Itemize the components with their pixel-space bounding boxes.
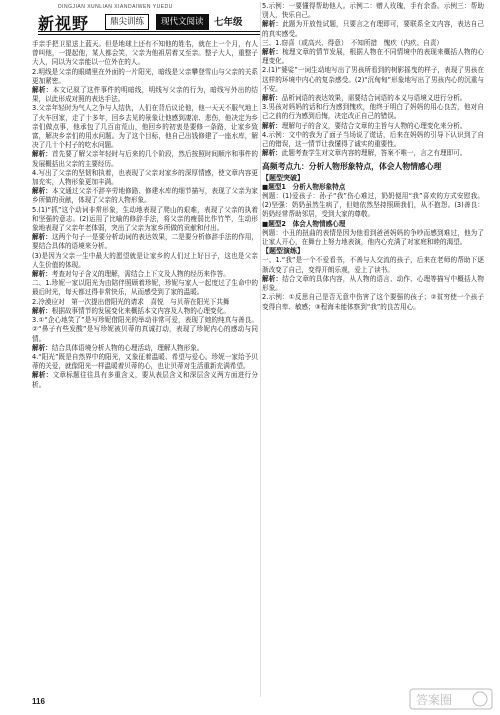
explanation-text: 本文通过父亲不辞辛劳地修路、修建水库的细节描写，表现了父亲为家乡所做的贡献，体现了父亲的人物形象。 xyxy=(32,187,259,205)
answer-paragraph: 4.示例：文中的我为了面子当场说了谎话，后来在妈妈的引导下认识到了自己的错误，这一情节让我懂得了诚实的重要性。 xyxy=(262,130,484,149)
explanation-text: 根据故事情节的发展变化来概括本文内容及人物的心理变化。 xyxy=(51,306,230,315)
subsection-heading: ■题型2 体会人物情感心理 xyxy=(262,219,346,228)
answer-paragraph: 2.(1)“婆娑”一词生动地写出了男孩所看到的树影摇曳的样子，表现了男孩在这样的环境中内心的复杂感受。(2)“沉甸甸”形象地写出了男孩内心的沉重与不安。 xyxy=(262,66,484,93)
answer-explanation xyxy=(32,270,258,279)
explanation-text: 文章标题往往具有多重含义，要从表层含义和深层含义两方面进行分析。 xyxy=(32,371,259,389)
answer-paragraph: 例题：小丑的扭曲的表情是因为他看到爸爸妈妈的争吵而感到难过，他为了让家人开心，在舞台上努力地表演，他内心充满了对家庭和睦的渴望。 xyxy=(262,228,484,247)
header-rule-thin xyxy=(38,34,260,35)
answer-paragraph: 2.示例：①反思自己是否无意中伤害了这个要强的孩子；②贫穷使一个孩子变得自卑、敏感；③程海未能体察到“我”的良苦用心。 xyxy=(262,293,484,311)
explanation-label: 解析： xyxy=(32,150,52,159)
page-number: 116 xyxy=(32,697,45,706)
explanation-label: 解析： xyxy=(32,270,52,279)
answer-paragraph: 2.冷漠应对 第一次提出借阳光的请求 喜悦 与贝蒂在阳光下共舞 xyxy=(32,297,230,306)
answer-explanation xyxy=(262,275,484,293)
explanation-label: 解析： xyxy=(262,274,283,283)
answer-paragraph: (3)是因为父亲一生中最大的愿望就是让家乡的人们过上好日子，这也是父亲人生价值的体现。 xyxy=(32,251,258,269)
explanation-label: 解析： xyxy=(32,233,52,242)
answer-paragraph: 3.①“企心地笑了”是写珍妮借阳光的举动非常可爱，表现了她的纯真与善良。②“鼻子有些发酸”是写珍妮被贝蒂的真诚打动，表现了珍妮内心的感动与同情。 xyxy=(32,316,258,343)
explanation-label: 解析： xyxy=(262,20,283,29)
explanation-text: 理解句子的含义，要结合文章的主旨与人物的心理变化来分析。 xyxy=(281,121,467,130)
answer-paragraph: 手亲手把卫星送上蓝天。但是地球上还有不知他的姓名，就在上一个月，有人曾叫他，一提起他，某人都会笑，父亲为他祖居着又至亲。整子大人，重整子大人，同以为父亲能以一位外在的人。 xyxy=(32,40,258,67)
explanation-label: 解析： xyxy=(262,94,282,103)
question-answer: 三、1.窃喜（或高兴、得意） 不知所措 愧疚（内疚、自责） xyxy=(262,38,444,47)
explanation-text: 结合具体语境分析人物的心理活动，理解人物形象。 xyxy=(51,343,204,352)
answer-explanation xyxy=(262,122,484,131)
series-pinyin: DINGJIAN XUNLIAN XIANDAIWEN YUEDU xyxy=(58,4,173,10)
series-logo: 新视野 xyxy=(38,14,90,33)
answer-paragraph: 5.示例：一要懂得帮助他人。示例二：赠人玫瑰，手有余香。示例三：帮助别人，快乐自己。 xyxy=(262,2,484,20)
explanation-text: 考查对句子含义的理解，需结合上下文及人物的经历来作答。 xyxy=(51,270,230,279)
answer-paragraph: 一、1.“我”是一个不爱看书，不善与人交流的孩子，后来在老师的帮助下逐渐改变了自己，变得开朗乐观，爱上了读书。 xyxy=(262,256,484,274)
answer-paragraph: 4.写出了父亲的坚韧和执着，也表现了父亲对家乡的深厚情感，使文章内容更加充实，人物形象更加丰满。 xyxy=(32,168,258,187)
explanation-text: 此题为开放性试题，只要言之有理即可，要联系全文内容，表达自己的真实感受。 xyxy=(262,20,485,38)
explanation-label: 解析： xyxy=(32,306,52,315)
answer-paragraph: 3.男孩对妈妈的话和行为感到愧疚，他终于明白了妈妈的用心良苦，他对自己之前的行为感到后悔，决定改正自己的错误。 xyxy=(262,103,484,121)
answer-paragraph: 2.明线是父亲的眼睛里在外面的一片阳光，暗线是父亲攀登雪山与父亲的关系更加紧密。 xyxy=(32,67,258,85)
answer-explanation xyxy=(262,94,484,103)
answer-paragraph: 例题：(1)爱孩子：孙子“我”伤心难过，奶奶便用“我”喜欢的方式安慰我。(2)坚强：奶奶虽然生病了，但她依然坚持照顾我们，从不抱怨。(3)善良：奶奶经常帮助邻居，受到大家的尊敬。 xyxy=(262,192,484,219)
watermark-logo xyxy=(408,686,496,712)
explanation-text: 首先要了解父亲年轻时与后来的几个阶段，然后按照时间顺序和事件的发展概括出父亲的主要经历。 xyxy=(32,150,259,168)
answer-explanation xyxy=(262,149,484,158)
explanation-label: 解析： xyxy=(32,371,53,380)
answer-explanation xyxy=(32,307,258,316)
answer-explanation xyxy=(32,233,258,251)
answer-explanation xyxy=(32,187,258,205)
left-answer-column xyxy=(32,40,258,390)
explanation-text: 结合文章的具体内容，从人物的语言、动作、心理等描写中概括人物形象。 xyxy=(262,274,485,293)
section-tag: 【题型演练】 xyxy=(262,247,304,256)
section-heading: 高频考点九：分析人物形象特点，体会人物情感心理 xyxy=(262,162,442,172)
answer-explanation xyxy=(262,48,484,66)
series-badge-training: 鼎尖训练 xyxy=(105,14,149,30)
answer-explanation xyxy=(32,371,258,389)
question-answer: 二、1.珍妮一家以阳光为由陪伴照顾着珍妮，珍妮与家人一起度过了生命中的最后时光，每天都过得非常快乐，从而感受到了家的温暖。 xyxy=(32,279,258,297)
explanation-label: 解析： xyxy=(262,149,282,158)
explanation-text: 本文记叙了这件事件的明暗线，明线写父亲的行为，暗线写外出的结果，以此形成对照的表达手法。 xyxy=(32,86,259,104)
answer-explanation xyxy=(32,86,258,104)
explanation-text: 此题考查学生对文章内容的理解，答案不唯一，言之有理即可。 xyxy=(281,149,467,158)
series-badge-reading: 现代文阅读 xyxy=(156,14,209,30)
answer-paragraph: 4.“阳光”既是自然界中的阳光，又象征着温暖、希望与爱心。珍妮一家给予贝蒂的关爱，就像阳光一样温暖着贝蒂的心，也让贝蒂对生活重新充满希望。 xyxy=(32,352,258,371)
explanation-label: 解析： xyxy=(32,187,52,196)
answer-explanation xyxy=(32,344,258,353)
explanation-text: 这两个句子一是要分析动词的表达效果，二是要分析修辞手法的作用，要结合具体的语境来分析。 xyxy=(32,233,259,251)
explanation-text: 品析词语的表达效果，需要结合词语的本义与语境义进行分析。 xyxy=(281,94,467,103)
explanation-label: 解析： xyxy=(32,86,53,95)
answer-explanation xyxy=(262,20,484,38)
explanation-label: 解析： xyxy=(262,121,282,130)
explanation-label: 解析： xyxy=(262,48,283,57)
section-tag: 【题型突破】 xyxy=(262,173,304,182)
answer-paragraph: 5.(1)“抓”这个动词非常形象，生动地表现了爬山的艰难，表现了父亲的执着和坚强的意志。(2)运用了比喻的修辞手法，将父亲的瘦弱比作竹竿，生动形象地表现了父亲年老体弱，突出了父亲为家乡所做的贡献和付出。 xyxy=(32,205,258,233)
explanation-text: 梳理文章的情节发展，根据人物在不同情境中的表现来概括人物的心理变化。 xyxy=(262,48,485,66)
explanation-label: 解析： xyxy=(32,343,52,352)
grade-label: 七年级 xyxy=(214,17,243,28)
right-answer-column xyxy=(262,2,484,312)
watermark-text: 答案圈 xyxy=(416,693,453,707)
column-divider xyxy=(260,2,261,697)
header-rule xyxy=(38,31,260,32)
subsection-heading: ■题型1 分析人物形象特点 xyxy=(262,182,346,191)
answer-explanation xyxy=(32,150,258,168)
answer-paragraph: 3.父亲年轻时为气人之争与人结仇，人们在背后议论他，他一天天不服气地上了火车回家，走了十多年，回乡去见的景象让他感到凄凉、悲伤，他决定为乡亲们做点事，他承包了几百亩荒山，他回乡的初衷是要修一条路，让家乡致富，解决乡亲们的用水问题。为了这个目标，他自己出钱修建了一座水库，解决了几十个村子的吃水问题。 xyxy=(32,104,258,150)
